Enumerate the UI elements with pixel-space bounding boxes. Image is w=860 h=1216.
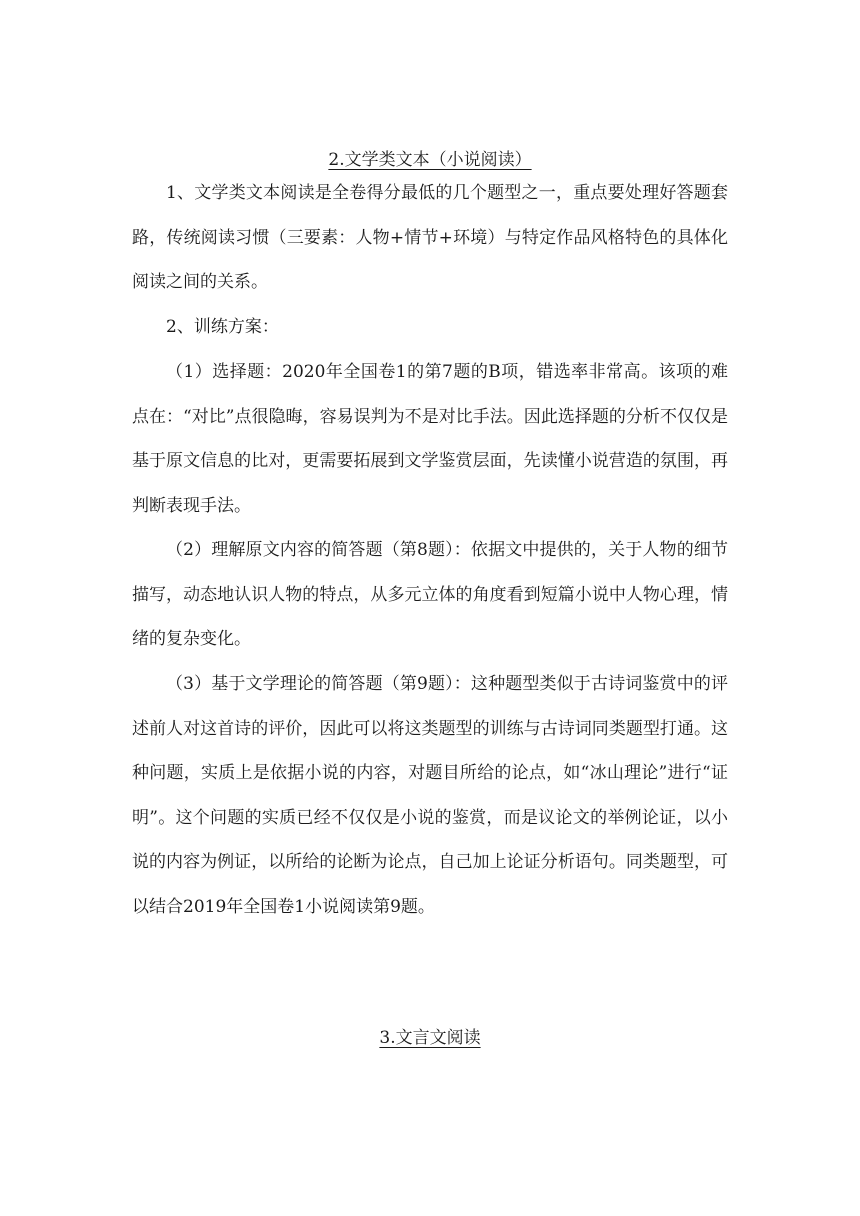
paragraph-4: （2）理解原文内容的简答题（第8题）：依据文中提供的，关于人物的细节描写，动态地认识人物的特点，从多元立体的角度看到短篇小说中人物心理，情绪的复杂变化。 xyxy=(132,540,728,649)
paragraph-2: 2、训练方案： xyxy=(166,317,279,337)
section-3-heading: 3.文言文阅读 xyxy=(379,1028,481,1048)
paragraph-5: （3）基于文学理论的简答题（第9题）：这种题型类似于古诗词鉴赏中的评述前人对这首诗的评价，因此可以将这类题型的训练与古诗词同类题型打通。这种问题，实质上是依据小说的内容，对题目所给的论点，如“冰山理论”进行“证明”。这个问题的实质已经不仅仅是小说的鉴赏，而是议论文的举例论证，以小说的内容为例证，以所给的论断为论点，自己加上论证分析语句。同类题型，可以结合2019年全国卷1小说阅读第9题。 xyxy=(132,674,728,917)
paragraph-1: 1、文学类文本阅读是全卷得分最低的几个题型之一，重点要处理好答题套路，传统阅读习惯（三要素：人物+情节+环境）与特定作品风格特色的具体化阅读之间的关系。 xyxy=(132,183,728,292)
paragraph-3: （1）选择题：2020年全国卷1的第7题的B项，错选率非常高。该项的难点在：“对比”点很隐晦，容易误判为不是对比手法。因此选择题的分析不仅仅是基于原文信息的比对，更需要拓展到文学鉴赏层面，先读懂小说营造的氛围，再判断表现手法。 xyxy=(132,362,728,516)
section-2-heading: 2.文学类文本（小说阅读） xyxy=(328,150,532,170)
